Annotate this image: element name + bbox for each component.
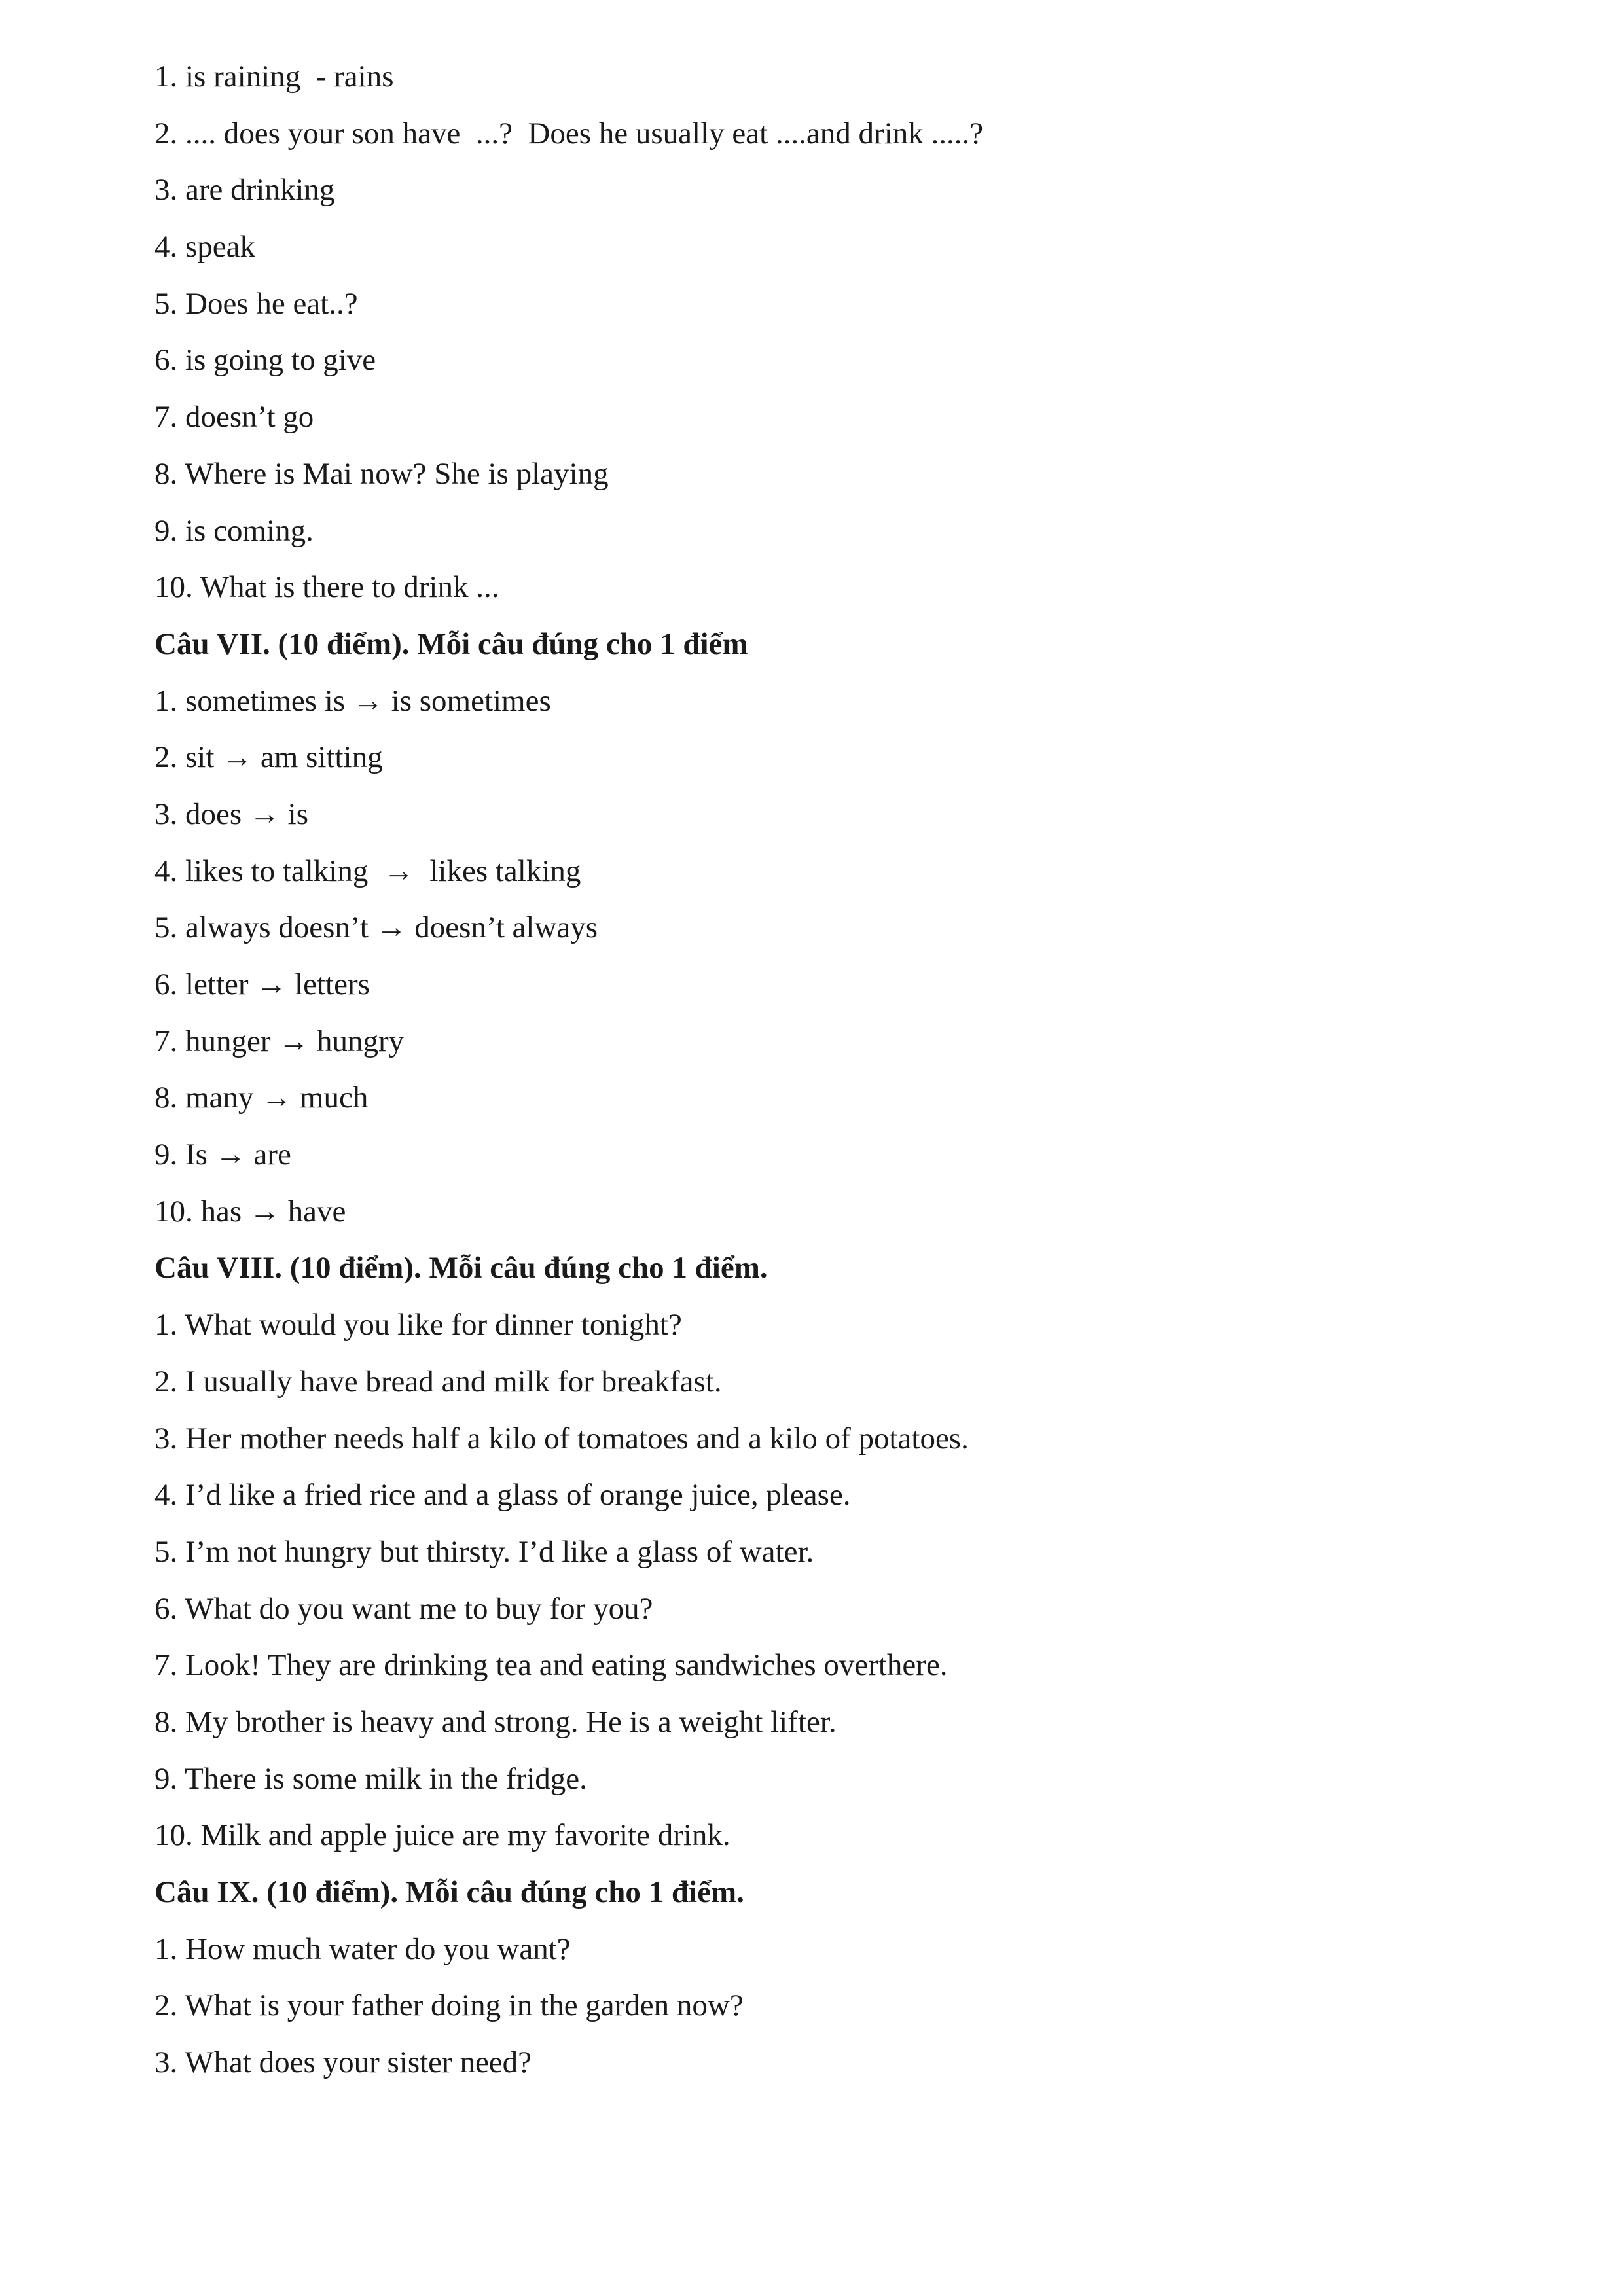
answer-line: 5. Does he eat..?	[154, 286, 358, 321]
answer-line: 3. What does your sister need?	[154, 2045, 532, 2080]
answer-line: 7. Look! They are drinking tea and eating sandwiches overthere.	[154, 1648, 948, 1683]
answer-line: 3. are drinking	[154, 173, 335, 207]
answer-line: 1. How much water do you want?	[154, 1931, 571, 1966]
answer-line: 1. sometimes is → is sometimes	[154, 683, 551, 718]
answer-line: 2. I usually have bread and milk for breakfast.	[154, 1364, 722, 1399]
section-heading: Câu IX. (10 điểm). Mỗi câu đúng cho 1 điểm.	[154, 1875, 744, 1909]
section-heading: Câu VIII. (10 điểm). Mỗi câu đúng cho 1 điểm.	[154, 1251, 768, 1285]
answer-line: 5. I’m not hungry but thirsty. I’d like a glass of water.	[154, 1534, 814, 1569]
answer-line: 5. always doesn’t → doesn’t always	[154, 910, 598, 945]
answer-line: 8. many → much	[154, 1081, 369, 1115]
answer-line: 10. What is there to drink ...	[154, 570, 499, 605]
section-heading: Câu VII. (10 điểm). Mỗi câu đúng cho 1 điểm	[154, 626, 748, 661]
answer-line: 4. speak	[154, 230, 256, 264]
answer-line: 8. My brother is heavy and strong. He is a weight lifter.	[154, 1704, 837, 1739]
answer-line: 8. Where is Mai now? She is playing	[154, 456, 609, 491]
answer-line: 7. hunger → hungry	[154, 1024, 405, 1058]
answer-line: 3. Her mother needs half a kilo of tomatoes and a kilo of potatoes.	[154, 1421, 969, 1456]
answer-line: 2. .... does your son have ...? Does he usually eat ....and drink .....?	[154, 116, 984, 151]
answer-line: 10. Milk and apple juice are my favorite drink.	[154, 1818, 731, 1853]
answer-line: 2. What is your father doing in the garden now?	[154, 1988, 744, 2023]
answer-key-content	[154, 54, 1464, 2096]
answer-line: 2. sit → am sitting	[154, 740, 383, 775]
answer-line: 4. likes to talking → likes talking	[154, 853, 581, 888]
answer-line: 1. What would you like for dinner tonight?	[154, 1308, 682, 1342]
answer-line: 10. has → have	[154, 1194, 346, 1229]
answer-line: 7. doesn’t go	[154, 400, 314, 435]
answer-line: 9. Is → are	[154, 1138, 291, 1172]
answer-line: 9. There is some milk in the fridge.	[154, 1761, 587, 1796]
answer-line: 1. is raining - rains	[154, 60, 394, 94]
answer-line: 4. I’d like a fried rice and a glass of orange juice, please.	[154, 1478, 851, 1513]
answer-line: 3. does → is	[154, 797, 308, 831]
answer-line: 6. What do you want me to buy for you?	[154, 1591, 653, 1626]
answer-line: 9. is coming.	[154, 513, 314, 548]
answer-line: 6. letter → letters	[154, 967, 370, 1001]
answer-line: 6. is going to give	[154, 343, 376, 378]
